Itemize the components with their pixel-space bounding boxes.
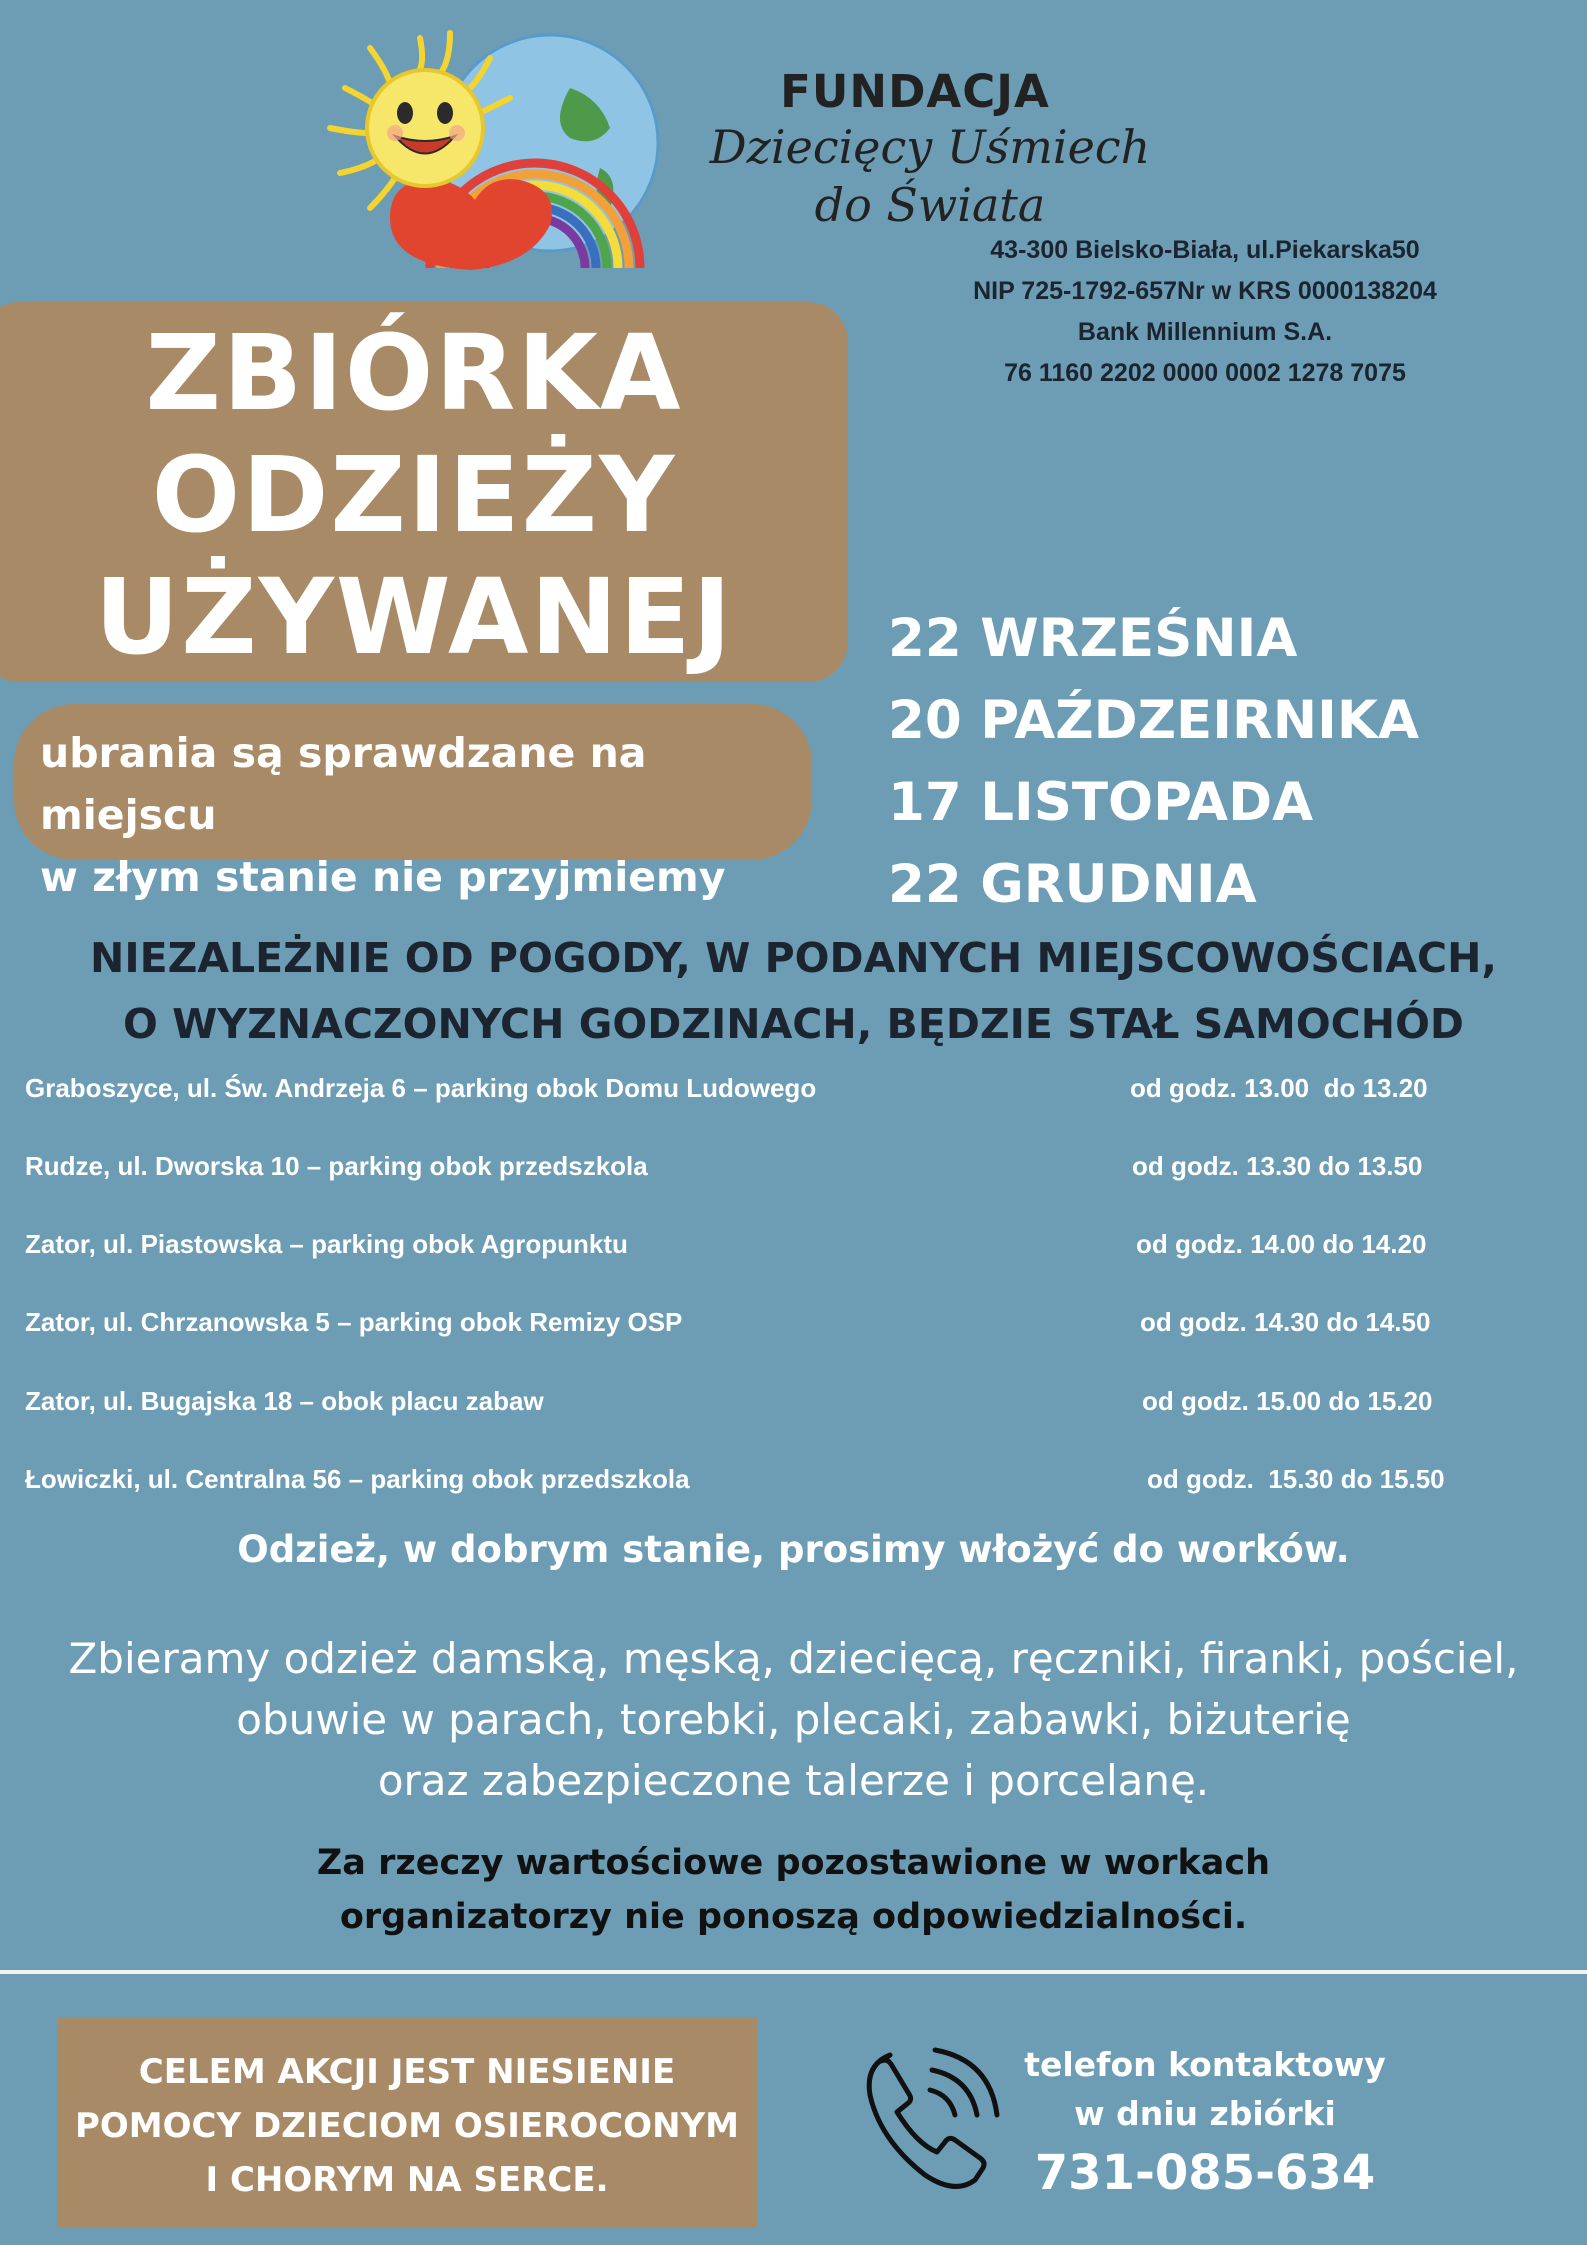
title-line3: UŻYWANEJ	[94, 556, 734, 678]
contact-info	[1005, 2040, 1405, 2138]
campaign-goal	[57, 2045, 757, 2207]
car-notice-line1: NIEZALEŻNIE OD POGODY, W PODANYCH MIEJSCOWOŚCIACH,	[90, 934, 1497, 982]
location-time: od godz. 15.30 do 15.50	[1147, 1464, 1445, 1494]
foundation-account: 76 1160 2202 0000 0002 1278 7075	[1004, 359, 1406, 387]
phone-number[interactable]: 731-085-634	[1034, 2145, 1376, 2201]
location-place: Rudze, ul. Dworska 10 – parking obok przedszkola	[25, 1151, 648, 1181]
location-place: Graboszyce, ul. Św. Andrzeja 6 – parking obok Domu Ludowego	[25, 1073, 817, 1103]
phone-icon	[850, 2035, 1010, 2195]
date-item: 20 PAŹDZEIRNIKA	[888, 690, 1419, 751]
location-row	[25, 1073, 1545, 1133]
foundation-name-line2: do Świata	[814, 178, 1046, 232]
check-notice	[40, 722, 820, 908]
location-time: od godz. 14.00 do 14.20	[1136, 1229, 1427, 1259]
liability-line2: organizatorzy nie ponoszą odpowiedzialności.	[339, 1897, 1248, 1937]
foundation-name	[700, 118, 1160, 234]
check-notice-line2: w złym stanie nie przyjmiemy	[40, 853, 726, 901]
foundation-bank: Bank Millennium S.A.	[1077, 318, 1333, 346]
collected-items-line2: obuwie w parach, torebki, plecaki, zabawki, biżuterię	[236, 1695, 1351, 1744]
location-row	[25, 1307, 1545, 1367]
foundation-registry: NIP 725-1792-657Nr w KRS 0000138204	[973, 277, 1437, 305]
location-place: Łowiczki, ul. Centralna 56 – parking obok przedszkola	[25, 1464, 690, 1494]
collection-dates	[888, 598, 1568, 926]
location-time: od godz. 15.00 do 15.20	[1142, 1386, 1433, 1416]
check-notice-line1: ubrania są sprawdzane na miejscu	[40, 729, 647, 839]
foundation-label: FUNDACJA	[780, 65, 1050, 118]
foundation-details	[880, 230, 1530, 394]
collected-items-line1: Zbieramy odzież damską, męską, dziecięcą, ręczniki, firanki, pościel,	[68, 1634, 1519, 1683]
car-notice	[30, 925, 1557, 1057]
goal-line2: POMOCY DZIECIOM OSIEROCONYM	[74, 2106, 739, 2146]
liability-notice	[0, 1836, 1587, 1944]
title-line1: ZBIÓRKA	[145, 312, 683, 434]
location-time: od godz. 14.30 do 14.50	[1140, 1307, 1431, 1337]
collected-items	[0, 1628, 1587, 1811]
contact-line1: telefon kontaktowy	[1024, 2045, 1386, 2084]
location-time: od godz. 13.00 do 13.20	[1130, 1073, 1428, 1103]
location-place: Zator, ul. Piastowska – parking obok Agropunktu	[25, 1229, 628, 1259]
location-time: od godz. 13.30 do 13.50	[1132, 1151, 1423, 1181]
date-item: 22 WRZEŚNIA	[888, 608, 1298, 669]
location-row	[25, 1386, 1545, 1446]
divider	[0, 1970, 1587, 1974]
foundation-address: 43-300 Bielsko-Biała, ul.Piekarska50	[990, 236, 1420, 264]
page-title	[0, 312, 828, 678]
liability-line1: Za rzeczy wartościowe pozostawione w workach	[316, 1843, 1271, 1883]
bags-notice: Odzież, w dobrym stanie, prosimy włożyć do worków.	[237, 1528, 1350, 1571]
location-place: Zator, ul. Bugajska 18 – obok placu zabaw	[25, 1386, 544, 1416]
car-notice-line2: O WYZNACZONYCH GODZINACH, BĘDZIE STAŁ SAMOCHÓD	[123, 1000, 1464, 1048]
title-line2: ODZIEŻY	[151, 434, 677, 556]
location-place: Zator, ul. Chrzanowska 5 – parking obok Remizy OSP	[25, 1307, 683, 1337]
location-row	[25, 1151, 1545, 1211]
goal-line3: I CHORYM NA SERCE.	[205, 2160, 609, 2200]
location-row	[25, 1229, 1545, 1289]
date-item: 17 LISTOPADA	[888, 772, 1314, 833]
goal-line1: CELEM AKCJI JEST NIESIENIE	[138, 2052, 676, 2092]
contact-line2: w dniu zbiórki	[1074, 2094, 1336, 2133]
date-item: 22 GRUDNIA	[888, 854, 1257, 915]
foundation-name-line1: Dziecięcy Uśmiech	[709, 120, 1151, 174]
collected-items-line3: oraz zabezpieczone talerze i porcelanę.	[377, 1756, 1210, 1805]
location-row	[25, 1464, 1545, 1524]
foundation-logo-icon	[300, 18, 670, 278]
